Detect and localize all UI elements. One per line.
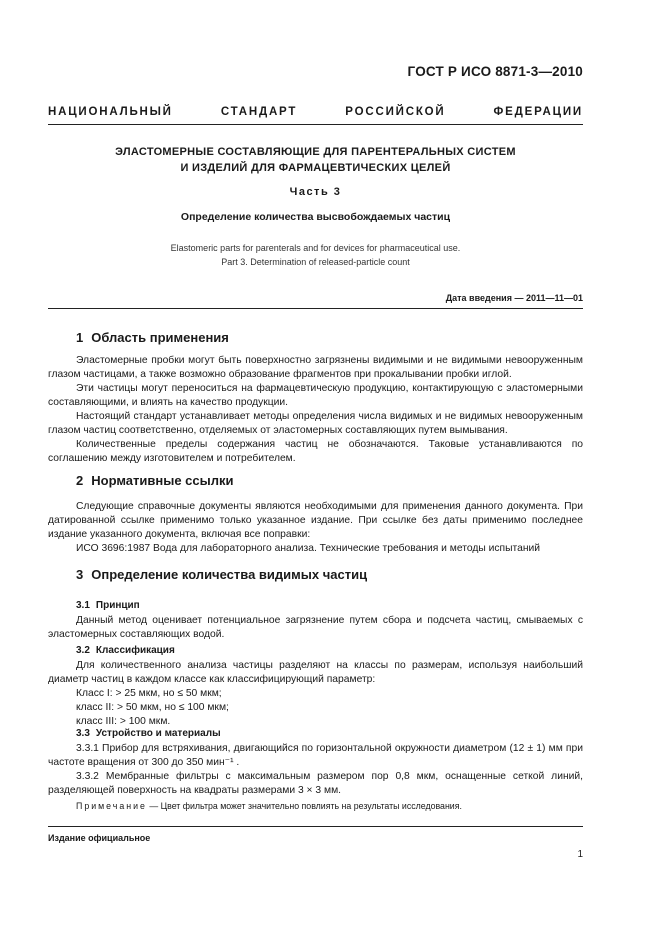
header-divider <box>48 124 583 125</box>
note-text: — Цвет фильтра может значительно повлиять на результаты исследования. <box>149 801 462 811</box>
subsection-3-1-heading <box>76 600 140 611</box>
section-1-paragraph: Количественные пределы содержания частиц не обозначаются. Таковые устанавливаются по соглашению между изготовителем и потребителем. <box>48 439 583 464</box>
subsection-3-1-paragraph: Данный метод оценивает потенциальное загрязнение путем сбора и подсчета частиц, смываемых с эластомерных составляющих водой. <box>48 615 583 640</box>
note-label: Примечание <box>76 801 147 811</box>
class-item: класс II: > 50 мкм, но ≤ 100 мкм; <box>76 702 229 713</box>
title-line-2: И ИЗДЕЛИЙ ДЛЯ ФАРМАЦЕВТИЧЕСКИХ ЦЕЛЕЙ <box>180 162 451 174</box>
subsection-3-1-title: Принцип <box>95 600 140 611</box>
page-number: 1 <box>577 849 583 860</box>
part-subject: Определение количества высвобождаемых частиц <box>180 211 451 223</box>
document-title <box>48 144 583 176</box>
subsection-3-3-body <box>48 742 583 798</box>
introduction-date: Дата введения — 2011—11—01 <box>445 293 583 303</box>
footer-divider <box>48 826 583 827</box>
section-3-heading <box>76 567 367 582</box>
national-standard-heading: НАЦИОНАЛЬНЫЙ СТАНДАРТ РОССИЙСКОЙ ФЕДЕРАЦИИ <box>48 106 583 118</box>
subsection-3-2-title: Классификация <box>95 645 175 656</box>
english-title <box>48 241 583 269</box>
date-divider <box>48 308 583 309</box>
official-edition-label: Издание официальное <box>48 833 151 843</box>
section-1-title: Область применения <box>91 330 229 345</box>
section-1-heading <box>76 330 229 345</box>
subsection-3-1-body <box>48 614 583 642</box>
section-1-paragraph: Настоящий стандарт устанавливает методы определения числа видимых и не видимых невооруженным глазом частиц соответственно, отделяемых от эластомерных составляющих путем вымывания. <box>48 411 583 436</box>
class-item: Класс I: > 25 мкм, но ≤ 50 мкм; <box>76 688 222 699</box>
note <box>76 801 583 811</box>
subsection-3-3-paragraph: 3.3.1 Прибор для встряхивания, двигающийся по горизонтальной окружности диаметром (12 ± 1) мм при частоте вращения от 300 до 350 мин⁻¹ . <box>48 743 583 768</box>
section-2-heading <box>76 473 233 488</box>
section-2-title: Нормативные ссылки <box>91 473 234 488</box>
section-1-paragraph: Эти частицы могут переноситься на фармацевтическую продукцию, контактирующую с эластомерными составляющими, и влиять на качество продукции. <box>48 383 583 408</box>
section-1-paragraph: Эластомерные пробки могут быть поверхностно загрязнены видимыми и не видимыми невооруженным глазом частицами, а также возможно образование фрагментов при прокалывании пробки иглой. <box>48 355 583 380</box>
section-2-number: 2 <box>76 473 84 488</box>
section-1-body <box>48 354 583 466</box>
subsection-3-3-title: Устройство и материалы <box>95 728 221 739</box>
normative-reference-item: ИСО 3696:1987 Вода для лабораторного анализа. Технические требования и методы испытаний <box>76 543 541 554</box>
section-3-number: 3 <box>76 567 84 582</box>
part-label: Часть 3 <box>289 186 342 198</box>
subsection-3-2-number: 3.2 <box>76 645 90 656</box>
section-2-body <box>48 500 583 556</box>
subsection-3-2-body <box>48 659 583 729</box>
subsection-3-3-paragraph: 3.3.2 Мембранные фильтры с максимальным размером пор 0,8 мкм, оснащенные сеткой линий, разделяющей поверхность на квадраты размерами 3 × 3 мм. <box>48 771 583 796</box>
section-1-number: 1 <box>76 330 84 345</box>
title-line-1: ЭЛАСТОМЕРНЫЕ СОСТАВЛЯЮЩИЕ ДЛЯ ПАРЕНТЕРАЛЬНЫХ СИСТЕМ <box>115 146 516 158</box>
subsection-3-1-number: 3.1 <box>76 600 90 611</box>
subsection-3-3-number: 3.3 <box>76 728 90 739</box>
document-code: ГОСТ Р ИСО 8871-3—2010 <box>407 64 583 79</box>
section-3-title: Определение количества видимых частиц <box>91 567 368 582</box>
class-item: класс III: > 100 мкм. <box>76 716 171 727</box>
subsection-3-2-heading <box>76 645 175 656</box>
subsection-3-2-paragraph: Для количественного анализа частицы разделяют на классы по размерам, используя наибольший диаметр частиц в каждом классе как классифицирующий параметр: <box>48 660 583 685</box>
english-title-line-1: Elastomeric parts for parenterals and for devices for pharmaceutical use. <box>170 243 461 253</box>
subsection-3-3-heading <box>76 728 221 739</box>
section-2-paragraph: Следующие справочные документы являются необходимыми для применения данного документа. При датированной ссылке применимо только указанное издание. При ссылке без даты применимо последнее издание указанного документа, включая все поправки: <box>48 501 583 540</box>
english-title-line-2: Part 3. Determination of released-particle count <box>221 257 410 267</box>
